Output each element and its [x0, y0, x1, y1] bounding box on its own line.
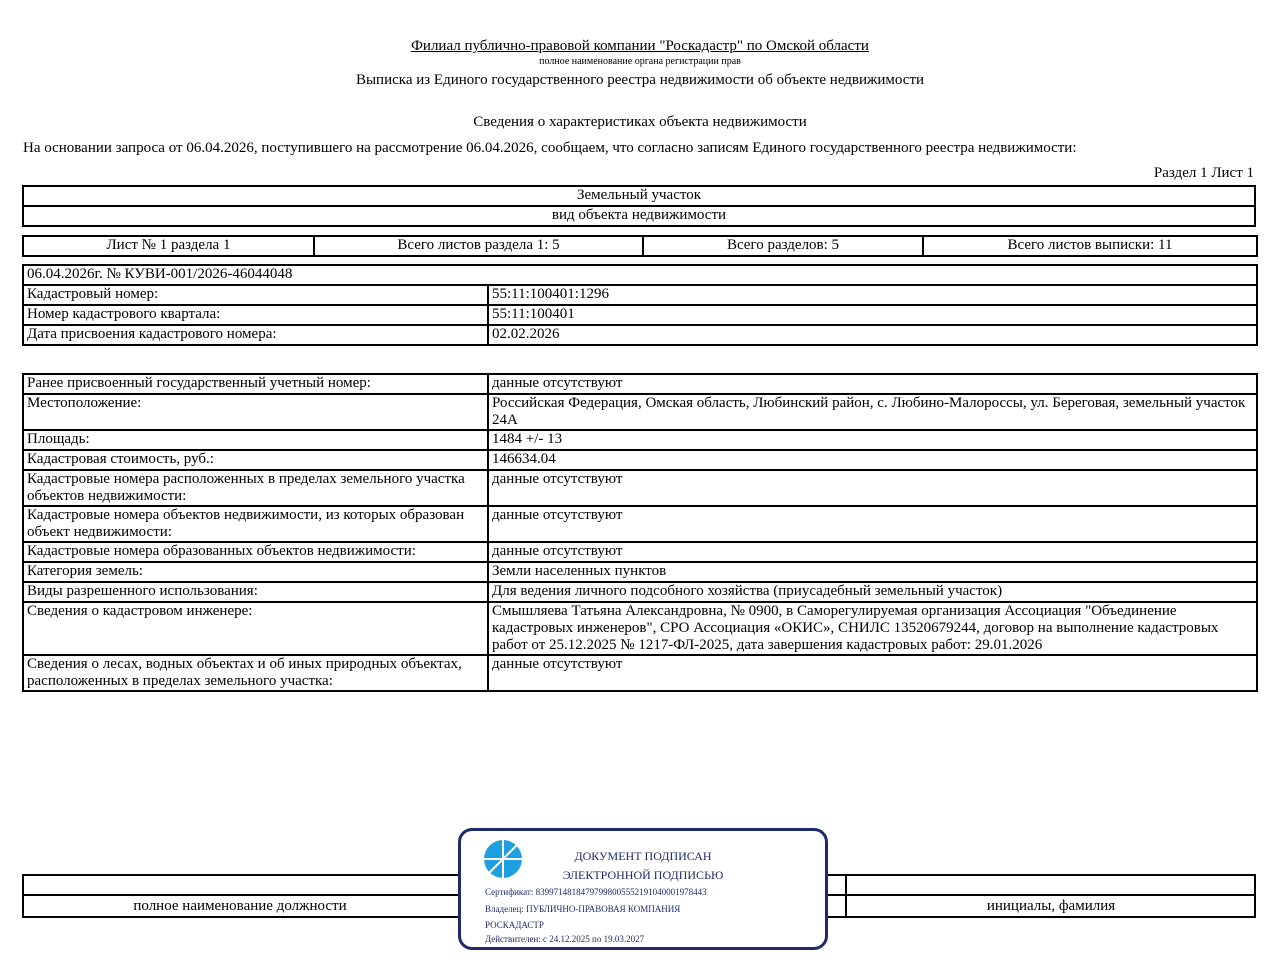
- basis-text: На основании запроса от 06.04.2026, поступившего на рассмотрение 06.04.2026, сообщаем, что согласно записям Единого государственного реестра недвижимости:: [23, 140, 1077, 156]
- position-caption: полное наименование должности: [133, 898, 347, 914]
- table-row: [23, 542, 1257, 562]
- total-sections: Всего разделов: 5: [643, 236, 923, 256]
- table-row: [23, 655, 1257, 691]
- row-label: Сведения о лесах, водных объектах и об иных природных объектах, расположенных в пределах земельного участка:: [23, 655, 488, 691]
- stamp-line1: ДОКУМЕНТ ПОДПИСАН: [574, 849, 712, 863]
- row-label: Кадастровые номера объектов недвижимости, из которых образован объект недвижимости:: [23, 506, 488, 542]
- stamp-owner: Владелец: ПУБЛИЧНО-ПРАВОВАЯ КОМПАНИЯ: [485, 904, 681, 914]
- document-title: Выписка из Единого государственного реестра недвижимости об объекте недвижимости: [355, 72, 925, 88]
- row-value: 55:11:100401:1296: [488, 285, 1257, 305]
- row-label: Номер кадастрового квартала:: [23, 305, 488, 325]
- stamp-line2: ЭЛЕКТРОННОЙ ПОДПИСЬЮ: [562, 868, 724, 882]
- row-value: 55:11:100401: [488, 305, 1257, 325]
- row-label: Ранее присвоенный государственный учетный номер:: [23, 374, 488, 394]
- table-row: [23, 430, 1257, 450]
- row-value: данные отсутствуют: [488, 506, 1257, 542]
- row-label: Кадастровая стоимость, руб.:: [23, 450, 488, 470]
- row-label: Площадь:: [23, 430, 488, 450]
- object-type: Земельный участок: [23, 186, 1255, 206]
- stamp-certificate: Сертификат: 839971481847979980055521910400019784​43: [485, 887, 707, 897]
- section-heading: Сведения о характеристиках объекта недвижимости: [473, 114, 807, 130]
- total-section-sheets: Всего листов раздела 1: 5: [314, 236, 643, 256]
- row-label: Категория земель:: [23, 562, 488, 582]
- object-type-table: [22, 185, 1256, 227]
- table-row: [23, 450, 1257, 470]
- request-reference: 06.04.2026г. № КУВИ-001/2026-46044048: [23, 265, 1257, 285]
- row-value: 02.02.2026: [488, 325, 1257, 345]
- row-label: Местоположение:: [23, 394, 488, 430]
- characteristics-table: [22, 373, 1258, 692]
- organization-note: полное наименование органа регистрации прав: [539, 56, 741, 67]
- sheet-number: Лист № 1 раздела 1: [23, 236, 314, 256]
- row-label: Виды разрешенного использования:: [23, 582, 488, 602]
- organization-name: Филиал публично-правовой компании "Роскадастр" по Омской области: [411, 38, 869, 54]
- row-value: 146634.04: [488, 450, 1257, 470]
- row-label: Дата присвоения кадастрового номера:: [23, 325, 488, 345]
- initials-caption: инициалы, фамилия: [986, 898, 1116, 914]
- table-row: [23, 562, 1257, 582]
- stamp-valid: Действителен: с 24.12.2025 по 19.03.2027: [485, 934, 645, 944]
- section-label: Раздел 1 Лист 1: [1153, 165, 1254, 181]
- electronic-signature-stamp: [458, 828, 828, 950]
- table-row: [23, 506, 1257, 542]
- stamp-owner2: РОСКАДАСТР: [485, 920, 544, 930]
- row-value: данные отсутствуют: [488, 542, 1257, 562]
- cadastral-table: [22, 264, 1258, 346]
- row-label: Кадастровые номера образованных объектов недвижимости:: [23, 542, 488, 562]
- table-row: [23, 602, 1257, 655]
- table-row: [23, 285, 1257, 305]
- row-value: Земли населенных пунктов: [488, 562, 1257, 582]
- row-value: данные отсутствуют: [488, 470, 1257, 506]
- table-row: [23, 394, 1257, 430]
- row-label: Кадастровый номер:: [23, 285, 488, 305]
- table-row: [23, 305, 1257, 325]
- row-label: Сведения о кадастровом инженере:: [23, 602, 488, 655]
- row-value: Смышляева Татьяна Александровна, № 0900, в Саморегулируемая организация Ассоциация "Объединение кадастровых инженеров", СРО Ассоциация «ОКИС», СНИЛС 13520679244, договор на выполнение кадастровых работ от 25.12.2025 № 1217-ФЛ-2025, дата завершения кадастровых работ: 29.01.2026: [488, 602, 1257, 655]
- row-value: Для ведения личного подсобного хозяйства (приусадебный земельный участок): [488, 582, 1257, 602]
- table-row: [23, 325, 1257, 345]
- object-type-caption: вид объекта недвижимости: [23, 206, 1255, 226]
- row-value: данные отсутствуют: [488, 374, 1257, 394]
- row-value: Российская Федерация, Омская область, Любинский район, с. Любино-Малороссы, ул. Береговая, земельный участок 24А: [488, 394, 1257, 430]
- row-value: данные отсутствуют: [488, 655, 1257, 691]
- signature-separator: [845, 874, 847, 916]
- table-row: [23, 582, 1257, 602]
- sheets-table: [22, 235, 1258, 257]
- total-extract-sheets: Всего листов выписки: 11: [923, 236, 1257, 256]
- row-value: 1484 +/- 13: [488, 430, 1257, 450]
- table-row: [23, 470, 1257, 506]
- row-label: Кадастровые номера расположенных в пределах земельного участка объектов недвижимости:: [23, 470, 488, 506]
- table-row: [23, 374, 1257, 394]
